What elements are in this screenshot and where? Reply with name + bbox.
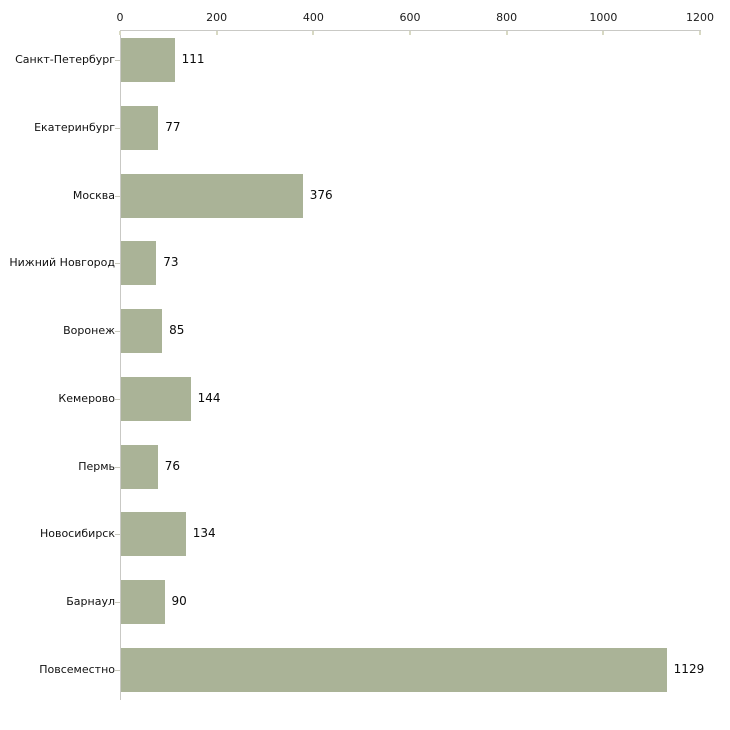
value-label: 376: [309, 187, 333, 202]
bar: [121, 38, 175, 82]
x-axis-tick: [216, 31, 218, 35]
x-axis-tick: [699, 31, 701, 35]
x-axis-tick-label: 1200: [686, 11, 714, 24]
category-label: Москва: [72, 188, 115, 202]
category-label: Новосибирск: [39, 527, 115, 541]
value-label: 85: [169, 323, 185, 338]
bar: [121, 106, 158, 150]
x-axis-tick: [312, 31, 314, 35]
value-label: 73: [163, 255, 179, 270]
x-axis-tick: [409, 31, 411, 35]
bar: [121, 512, 186, 556]
y-axis-tick: [115, 602, 120, 603]
category-label: Нижний Новгород: [9, 256, 115, 270]
x-axis-tick-label: 400: [302, 11, 324, 24]
bar: [121, 445, 158, 489]
value-label: 1129: [673, 662, 705, 676]
y-axis-tick: [115, 263, 120, 264]
y-axis-tick: [115, 60, 120, 61]
value-label: 77: [165, 119, 181, 134]
y-axis-tick: [115, 467, 120, 468]
value-label: 111: [181, 52, 205, 66]
y-axis-tick: [115, 534, 120, 535]
bar: [121, 309, 162, 353]
bar: [121, 174, 303, 218]
value-label: 76: [164, 458, 180, 473]
category-label: Кемерово: [58, 391, 115, 405]
x-axis-tick: [506, 31, 508, 35]
value-label: 144: [197, 390, 221, 405]
y-axis-tick: [115, 399, 120, 400]
x-axis-tick-label: 800: [496, 11, 518, 24]
category-label: Санкт-Петербург: [15, 53, 115, 66]
bar: [121, 580, 165, 624]
y-axis-tick: [115, 331, 120, 332]
x-axis-tick-label: 200: [206, 11, 228, 24]
category-label: Пермь: [78, 459, 115, 473]
value-label: 90: [171, 594, 187, 609]
value-label: 134: [192, 526, 216, 541]
x-axis-tick: [602, 31, 604, 35]
bar: [121, 377, 191, 421]
y-axis-tick: [115, 196, 120, 197]
x-axis-tick-label: 600: [399, 11, 421, 24]
x-axis-tick: [119, 31, 121, 35]
x-axis-tick-label: 0: [116, 11, 124, 24]
category-label: Екатеринбург: [34, 120, 115, 134]
bar: [121, 241, 156, 285]
category-label: Повсеместно: [39, 663, 115, 676]
category-label: Воронеж: [63, 324, 115, 338]
bar: [121, 648, 667, 692]
y-axis-tick: [115, 670, 120, 671]
category-label: Барнаул: [66, 595, 115, 609]
x-axis-tick-label: 1000: [589, 11, 618, 24]
y-axis-tick: [115, 128, 120, 129]
